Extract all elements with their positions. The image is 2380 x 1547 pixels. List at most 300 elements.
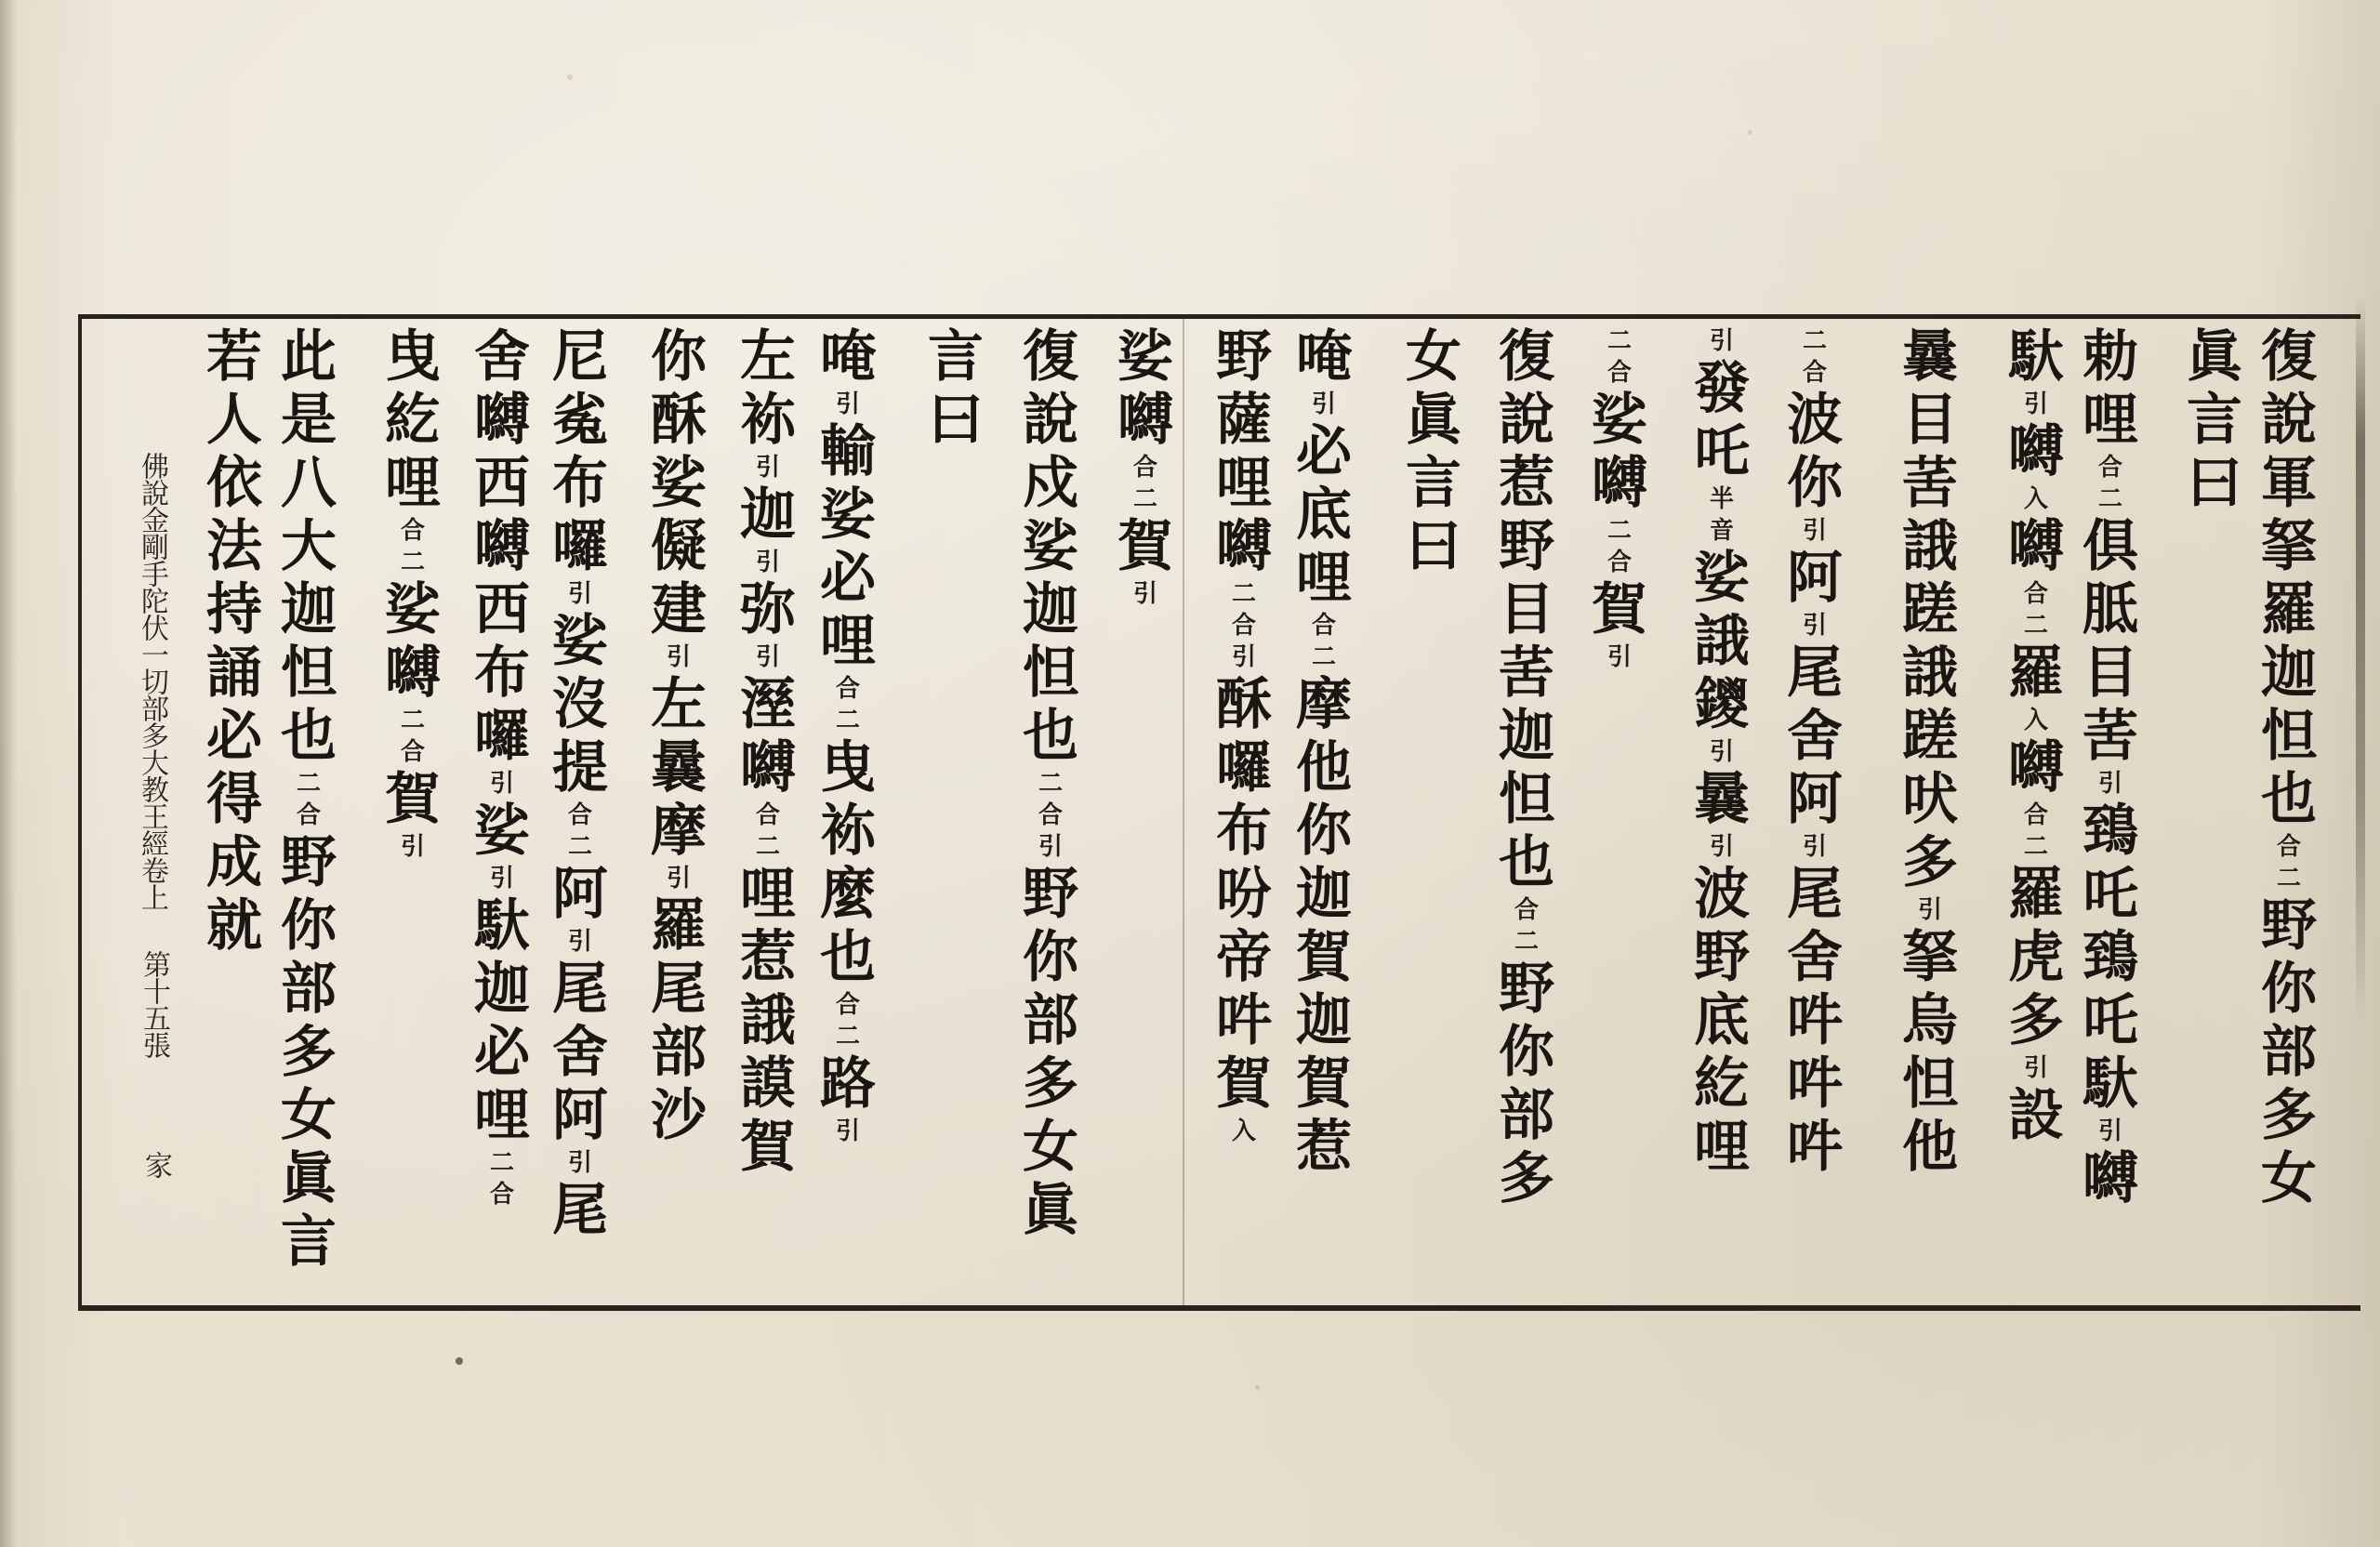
- text-glyph: 嚩: [2008, 514, 2064, 579]
- print-frame-right-edge: [2356, 298, 2365, 1023]
- annotation-glyph: 引: [400, 833, 425, 861]
- annotation-glyph: 引: [489, 865, 514, 892]
- text-glyph: 麼: [820, 862, 876, 927]
- text-glyph: 波: [1694, 862, 1750, 927]
- text-glyph: 蹉: [1902, 704, 1958, 769]
- text-glyph: 你: [1296, 799, 1352, 864]
- text-glyph: 野: [1023, 862, 1078, 927]
- annotation-glyph: 二: [2023, 612, 2048, 640]
- text-glyph: 迦: [2261, 641, 2317, 706]
- text-glyph: 迦: [474, 957, 530, 1022]
- text-glyph: 鵄: [2082, 799, 2138, 864]
- text-glyph: 賀: [1117, 514, 1173, 579]
- text-glyph: 馱: [474, 893, 530, 959]
- text-glyph: 吽: [1787, 1051, 1843, 1117]
- text-glyph: 拏: [1902, 925, 1958, 990]
- annotation-glyph: 二: [1802, 327, 1827, 355]
- text-column: [1290, 325, 1357, 1179]
- annotation-glyph: 合: [835, 991, 860, 1019]
- text-glyph: 薩: [1216, 388, 1272, 453]
- text-glyph: 誐: [740, 988, 796, 1053]
- text-glyph: 吒: [2082, 862, 2138, 927]
- text-glyph: 嚩: [385, 641, 441, 706]
- annotation-glyph: 引: [2023, 1054, 2048, 1082]
- annotation-glyph: 入: [2023, 707, 2048, 734]
- text-glyph: 西: [474, 451, 530, 516]
- text-glyph: 哩: [1216, 451, 1272, 516]
- text-glyph: 你: [1023, 925, 1078, 990]
- text-glyph: 波: [1787, 388, 1843, 453]
- annotation-glyph: 合: [489, 1181, 514, 1209]
- annotation-glyph: 引: [755, 549, 780, 576]
- text-glyph: 惹: [740, 925, 796, 990]
- text-glyph: 嚩: [1592, 451, 1647, 516]
- text-glyph: 目: [1902, 388, 1958, 453]
- annotation-glyph: 二: [835, 1023, 860, 1051]
- text-glyph: 䒷: [2082, 704, 2138, 769]
- text-glyph: 勅: [2082, 324, 2138, 390]
- text-glyph: 迦: [281, 577, 337, 642]
- text-glyph: 嚩: [1216, 514, 1272, 579]
- text-glyph: 娑: [1023, 514, 1078, 579]
- annotation-glyph: 引: [489, 770, 514, 798]
- annotation-glyph: 引: [755, 643, 780, 671]
- text-glyph: 唵: [1296, 324, 1352, 390]
- text-glyph: 你: [651, 324, 707, 390]
- margin-sutra-title: 佛說金剛手陀伏一切部多大教王經卷上: [136, 452, 168, 910]
- text-glyph: 舍: [1787, 704, 1843, 769]
- text-glyph: 說: [1023, 388, 1078, 453]
- text-glyph: 必: [820, 546, 876, 611]
- text-glyph: 你: [2261, 957, 2317, 1022]
- text-glyph: 摩: [651, 799, 707, 864]
- text-column: [1688, 325, 1755, 1179]
- text-column: [2077, 325, 2144, 1210]
- text-glyph: 嚩: [2082, 1146, 2138, 1211]
- text-glyph: 羅: [2008, 862, 2064, 927]
- annotation-glyph: 二: [296, 770, 321, 798]
- text-column: [2255, 325, 2322, 1210]
- annotation-glyph: 引: [1709, 833, 1734, 861]
- text-glyph: 阿: [1787, 767, 1843, 832]
- text-glyph: 䒷: [1499, 641, 1554, 706]
- text-glyph: 他: [1902, 1115, 1958, 1180]
- annotation-glyph: 引: [1709, 327, 1734, 355]
- annotation-glyph: 二: [567, 833, 592, 861]
- center-fold-line: [1183, 319, 1184, 1306]
- annotation-glyph: 引: [1802, 612, 1827, 640]
- text-glyph: 賀: [1296, 1051, 1352, 1117]
- text-glyph: 目: [1499, 577, 1554, 642]
- text-glyph: 是: [281, 388, 337, 453]
- annotation-glyph: 引: [567, 580, 592, 608]
- text-glyph: 沙: [651, 1083, 707, 1148]
- text-glyph: 惹: [1296, 1115, 1352, 1180]
- text-glyph: 也: [820, 925, 876, 990]
- text-glyph: 哩: [385, 451, 441, 516]
- text-column: [1112, 325, 1179, 610]
- text-glyph: 舍: [1787, 925, 1843, 990]
- text-glyph: 誐: [1694, 609, 1750, 674]
- text-glyph: 此: [281, 324, 337, 390]
- text-glyph: 馱: [2082, 1051, 2138, 1117]
- text-glyph: 言: [2187, 388, 2242, 453]
- text-glyph: 部: [281, 957, 337, 1022]
- text-glyph: 底: [1694, 988, 1750, 1053]
- annotation-glyph: 合: [1606, 549, 1632, 576]
- text-glyph: 路: [820, 1051, 876, 1117]
- text-column: [469, 325, 536, 1210]
- text-glyph: 布: [1216, 799, 1272, 864]
- text-column: [645, 325, 712, 1147]
- text-glyph: 戍: [1023, 451, 1078, 516]
- text-glyph: 他: [1296, 735, 1352, 800]
- annotation-glyph: 二: [2276, 865, 2301, 892]
- text-glyph: 建: [651, 577, 707, 642]
- text-glyph: 拏: [2261, 514, 2317, 579]
- text-glyph: 必: [474, 1020, 530, 1085]
- text-glyph: 烏: [1902, 988, 1958, 1053]
- annotation-glyph: 引: [2023, 390, 2048, 418]
- text-column: [275, 325, 342, 1274]
- annotation-glyph: 二: [489, 1149, 514, 1177]
- text-glyph: 阿: [552, 862, 608, 927]
- text-glyph: 布: [552, 451, 608, 516]
- text-glyph: 目: [2082, 641, 2138, 706]
- annotation-glyph: 合: [2023, 580, 2048, 608]
- annotation-glyph: 二: [1038, 770, 1063, 798]
- annotation-glyph: 引: [1038, 833, 1063, 861]
- annotation-glyph: 引: [2097, 770, 2122, 798]
- text-glyph: 發: [1694, 356, 1750, 421]
- annotation-glyph: 合: [2023, 801, 2048, 829]
- text-glyph: 娑: [1117, 324, 1173, 390]
- annotation-glyph: 引: [567, 1149, 592, 1177]
- text-glyph: 也: [2261, 767, 2317, 832]
- text-column: [1400, 325, 1467, 578]
- annotation-glyph: 引: [835, 390, 860, 418]
- text-glyph: 蹉: [1902, 577, 1958, 642]
- annotation-glyph: 二: [1132, 485, 1157, 513]
- text-glyph: 尾: [1787, 862, 1843, 927]
- annotation-glyph: 合: [2276, 833, 2301, 861]
- annotation-glyph: 引: [1132, 580, 1157, 608]
- text-glyph: 說: [2261, 388, 2317, 453]
- annotation-glyph: 引: [1917, 896, 1942, 924]
- text-glyph: 你: [1499, 1020, 1554, 1085]
- text-column: [547, 325, 614, 1242]
- text-glyph: 你: [1787, 451, 1843, 516]
- text-column: [1210, 325, 1277, 1147]
- text-glyph: 眞: [2187, 324, 2242, 390]
- text-glyph: 怛: [281, 641, 337, 706]
- text-glyph: 阿: [552, 1083, 608, 1148]
- text-glyph: 野: [1499, 514, 1554, 579]
- text-glyph: 眞: [281, 1146, 337, 1211]
- text-glyph: 娑: [552, 609, 608, 674]
- text-glyph: 言: [281, 1210, 337, 1275]
- text-glyph: 哩: [474, 1083, 530, 1148]
- text-glyph: 提: [552, 735, 608, 800]
- text-glyph: 沒: [552, 672, 608, 737]
- text-glyph: 多: [2008, 988, 2064, 1053]
- text-glyph: 部: [1023, 988, 1078, 1053]
- text-glyph: 賀: [1592, 577, 1647, 642]
- annotation-glyph: 二: [2023, 833, 2048, 861]
- text-glyph: 羅: [651, 893, 707, 959]
- text-glyph: 多: [1499, 1146, 1554, 1211]
- text-glyph: 娑: [474, 799, 530, 864]
- text-glyph: 眞: [1406, 388, 1461, 453]
- text-glyph: 賀: [1296, 925, 1352, 990]
- text-glyph: 女: [1406, 324, 1461, 390]
- text-glyph: 曩: [1694, 767, 1750, 832]
- text-glyph: 言: [928, 324, 984, 390]
- text-glyph: 尾: [552, 1178, 608, 1243]
- annotation-glyph: 二: [400, 707, 425, 734]
- text-glyph: 多: [1023, 1051, 1078, 1117]
- text-glyph: 女: [2261, 1146, 2317, 1211]
- text-glyph: 得: [206, 767, 262, 832]
- text-glyph: 哩: [1694, 1115, 1750, 1180]
- text-glyph: 布: [474, 641, 530, 706]
- margin-carver-mark: 家: [139, 1151, 172, 1178]
- text-glyph: 復: [2261, 324, 2317, 390]
- annotation-glyph: 合: [400, 517, 425, 545]
- text-glyph: 阿: [1787, 546, 1843, 611]
- text-glyph: 曩: [651, 735, 707, 800]
- text-glyph: 嚩: [474, 388, 530, 453]
- text-glyph: 必: [1296, 419, 1352, 484]
- text-glyph: 馱: [2008, 324, 2064, 390]
- annotation-glyph: 合: [1802, 359, 1827, 387]
- text-glyph: 八: [281, 451, 337, 516]
- text-column: [1586, 325, 1653, 673]
- text-glyph: 尾: [1787, 641, 1843, 706]
- text-glyph: 法: [206, 514, 262, 579]
- text-glyph: 惹: [1499, 451, 1554, 516]
- text-glyph: 曳: [820, 735, 876, 800]
- text-column: [922, 325, 989, 452]
- text-glyph: 哩: [1296, 546, 1352, 611]
- annotation-glyph: 二: [1231, 580, 1256, 608]
- text-glyph: 眞: [1023, 1178, 1078, 1243]
- annotation-glyph: 合: [1606, 359, 1632, 387]
- text-glyph: 虎: [2008, 925, 2064, 990]
- text-glyph: 迦: [1296, 988, 1352, 1053]
- annotation-glyph: 入: [2023, 485, 2048, 513]
- text-glyph: 多: [1902, 830, 1958, 895]
- annotation-glyph: 二: [1311, 643, 1336, 671]
- text-glyph: 左: [651, 672, 707, 737]
- text-glyph: 胝: [2082, 577, 2138, 642]
- annotation-glyph: 入: [1231, 1117, 1256, 1145]
- annotation-glyph: 合: [1514, 896, 1539, 924]
- text-glyph: 部: [651, 1020, 707, 1085]
- text-glyph: 羅: [2261, 577, 2317, 642]
- text-glyph: 野: [281, 830, 337, 895]
- binding-shadow: [0, 0, 17, 1547]
- text-glyph: 囉: [474, 704, 530, 769]
- paper-spot: [1748, 130, 1752, 135]
- text-glyph: 就: [206, 893, 262, 959]
- text-glyph: 說: [1499, 388, 1554, 453]
- annotation-glyph: 合: [400, 738, 425, 766]
- text-glyph: 怛: [1499, 767, 1554, 832]
- text-glyph: 嚩: [2008, 735, 2064, 800]
- annotation-glyph: 二: [1606, 327, 1632, 355]
- annotation-glyph: 引: [567, 928, 592, 956]
- text-glyph: 迦: [1296, 862, 1352, 927]
- text-glyph: 迦: [1023, 577, 1078, 642]
- text-glyph: 迦: [1499, 704, 1554, 769]
- text-glyph: 迦: [740, 483, 796, 548]
- text-glyph: 袮: [820, 799, 876, 864]
- text-glyph: 俱: [2082, 514, 2138, 579]
- text-glyph: 娑: [820, 483, 876, 548]
- text-glyph: 嚩: [2008, 419, 2064, 484]
- text-glyph: 娑: [385, 577, 441, 642]
- annotation-glyph: 合: [835, 675, 860, 703]
- text-glyph: 左: [740, 324, 796, 390]
- text-glyph: 鵄: [2082, 925, 2138, 990]
- text-glyph: 誐: [1902, 641, 1958, 706]
- text-glyph: 哩: [740, 862, 796, 927]
- margin-page-label: 第十五張: [138, 950, 170, 1058]
- text-glyph: 弥: [740, 577, 796, 642]
- text-glyph: 吒: [1694, 419, 1750, 484]
- annotation-glyph: 引: [666, 865, 691, 892]
- paper-spot: [1255, 1385, 1260, 1390]
- text-glyph: 部: [1499, 1083, 1554, 1148]
- text-glyph: 㝹: [552, 388, 608, 453]
- annotation-glyph: 二: [1606, 517, 1632, 545]
- text-glyph: 尼: [552, 324, 608, 390]
- text-column: [1017, 325, 1084, 1242]
- text-glyph: 舍: [474, 324, 530, 390]
- annotation-glyph: 引: [755, 454, 780, 482]
- text-glyph: 成: [206, 830, 262, 895]
- annotation-glyph: 合: [755, 801, 780, 829]
- annotation-glyph: 引: [1709, 738, 1734, 766]
- text-glyph: 必: [206, 704, 262, 769]
- text-glyph: 囉: [552, 514, 608, 579]
- annotation-glyph: 合: [1231, 612, 1256, 640]
- text-glyph: 怛: [2261, 704, 2317, 769]
- text-glyph: 賀: [385, 767, 441, 832]
- text-glyph: 紇: [1694, 1051, 1750, 1117]
- text-glyph: 吒: [2082, 988, 2138, 1053]
- text-glyph: 設: [2008, 1083, 2064, 1148]
- annotation-glyph: 合: [567, 801, 592, 829]
- text-glyph: 嚩: [740, 735, 796, 800]
- text-glyph: 娑: [1694, 546, 1750, 611]
- text-glyph: 你: [281, 893, 337, 959]
- text-glyph: 賀: [740, 1115, 796, 1180]
- text-glyph: 野: [2261, 893, 2317, 959]
- text-glyph: 多: [2261, 1083, 2317, 1148]
- text-glyph: 鑁: [1694, 672, 1750, 737]
- annotation-glyph: 二: [755, 833, 780, 861]
- annotation-glyph: 引: [1802, 517, 1827, 545]
- annotation-glyph: 引: [666, 643, 691, 671]
- annotation-glyph: 引: [835, 1117, 860, 1145]
- text-glyph: 賀: [1216, 1051, 1272, 1117]
- text-column: [2181, 325, 2248, 515]
- text-glyph: 曰: [1406, 514, 1461, 579]
- paper-spot: [567, 74, 573, 80]
- text-glyph: 言: [1406, 451, 1461, 516]
- text-glyph: 尾: [651, 957, 707, 1022]
- text-glyph: 也: [1499, 830, 1554, 895]
- annotation-glyph: 半: [1709, 485, 1734, 513]
- text-glyph: 輸: [820, 419, 876, 484]
- text-glyph: 摩: [1296, 672, 1352, 737]
- text-glyph: 吽: [1216, 988, 1272, 1053]
- text-glyph: 野: [1499, 957, 1554, 1022]
- text-glyph: 羅: [2008, 641, 2064, 706]
- text-glyph: 酥: [1216, 672, 1272, 737]
- text-glyph: 囉: [1216, 735, 1272, 800]
- text-glyph: 曩: [1902, 324, 1958, 390]
- annotation-glyph: 二: [400, 549, 425, 576]
- text-glyph: 依: [206, 451, 262, 516]
- text-glyph: 也: [281, 704, 337, 769]
- text-glyph: 曰: [2187, 451, 2242, 516]
- annotation-glyph: 二: [835, 707, 860, 734]
- text-glyph: 尾: [552, 957, 608, 1022]
- text-column: [1493, 325, 1560, 1210]
- text-glyph: 哩: [2082, 388, 2138, 453]
- paper-spot: [456, 1357, 463, 1365]
- text-glyph: 女: [1023, 1115, 1078, 1180]
- text-glyph: 野: [1216, 324, 1272, 390]
- annotation-glyph: 合: [2097, 454, 2122, 482]
- text-glyph: 曳: [385, 324, 441, 390]
- text-glyph: 嚩: [474, 514, 530, 579]
- text-glyph: 怛: [1902, 1051, 1958, 1117]
- text-glyph: 舍: [552, 1020, 608, 1085]
- text-glyph: 袮: [740, 388, 796, 453]
- text-glyph: 西: [474, 577, 530, 642]
- text-glyph: 吽: [1787, 988, 1843, 1053]
- annotation-glyph: 音: [1709, 517, 1734, 545]
- text-glyph: 部: [2261, 1020, 2317, 1085]
- text-glyph: 曰: [928, 388, 984, 453]
- text-glyph: 大: [281, 514, 337, 579]
- text-glyph: 娑: [1592, 388, 1647, 453]
- text-glyph: 哩: [820, 609, 876, 674]
- annotation-glyph: 二: [2097, 485, 2122, 513]
- text-glyph: 怛: [1023, 641, 1078, 706]
- text-glyph: 人: [206, 388, 262, 453]
- text-glyph: 軍: [2261, 451, 2317, 516]
- text-glyph: 溼: [740, 672, 796, 737]
- text-glyph: 吽: [1787, 1115, 1843, 1180]
- annotation-glyph: 引: [1311, 390, 1336, 418]
- text-column: [2003, 325, 2069, 1147]
- text-glyph: 底: [1296, 483, 1352, 548]
- text-glyph: 謨: [740, 1051, 796, 1117]
- annotation-glyph: 引: [1802, 833, 1827, 861]
- annotation-glyph: 合: [1311, 612, 1336, 640]
- text-glyph: 䒷: [1902, 451, 1958, 516]
- text-glyph: 娑: [651, 451, 707, 516]
- text-column: [1781, 325, 1848, 1179]
- text-glyph: 野: [1694, 925, 1750, 990]
- text-glyph: 誦: [206, 641, 262, 706]
- text-glyph: 儗: [651, 514, 707, 579]
